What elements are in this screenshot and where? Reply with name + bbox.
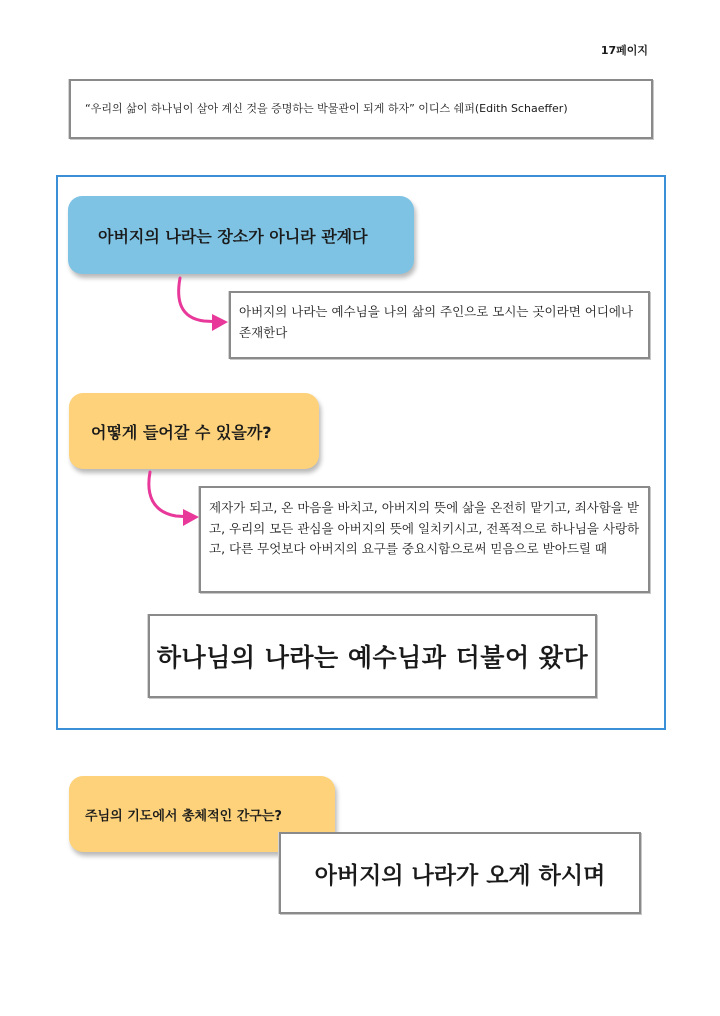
question-pill-how-enter [69, 393, 319, 469]
heading-text: 아버지의 나라는 장소가 아니라 관계다 [98, 226, 368, 246]
answer-box-petition [279, 832, 641, 914]
quote-box [69, 79, 653, 139]
answer-box-how-enter [199, 486, 650, 593]
question-text: 주님의 기도에서 총체적인 간구는? [85, 808, 282, 824]
quote-text: “우리의 삶이 하나님이 살아 계신 것을 증명하는 박물관이 되게 하자” 이디스 쉐퍼(Edith Schaeffer) [85, 102, 568, 116]
heading-pill-relationship [68, 196, 414, 274]
statement-box [148, 614, 597, 698]
statement-text: 하나님의 나라는 예수님과 더불어 왔다 [156, 643, 589, 672]
page-number: 17페이지 [600, 44, 648, 57]
answer-box-kingdom-place [229, 291, 650, 359]
answer-text: 아버지의 나라는 예수님을 나의 삶의 주인으로 모시는 곳이라면 어디에나 존재한다 [239, 304, 634, 341]
answer-text: 아버지의 나라가 오게 하시며 [314, 862, 606, 889]
question-text: 어떻게 들어갈 수 있을까? [91, 422, 272, 442]
answer-text: 제자가 되고, 온 마음을 바치고, 아버지의 뜻에 삶을 온전히 맡기고, 죄사함을 받고, 우리의 모든 관심을 아버지의 뜻에 일치키시고, 전폭적으로 하나님을 사랑하고, 다른 무엇보다 아버지의 요구를 중요시함으로써 믿음으로 받아드릴 때 [209, 500, 640, 557]
